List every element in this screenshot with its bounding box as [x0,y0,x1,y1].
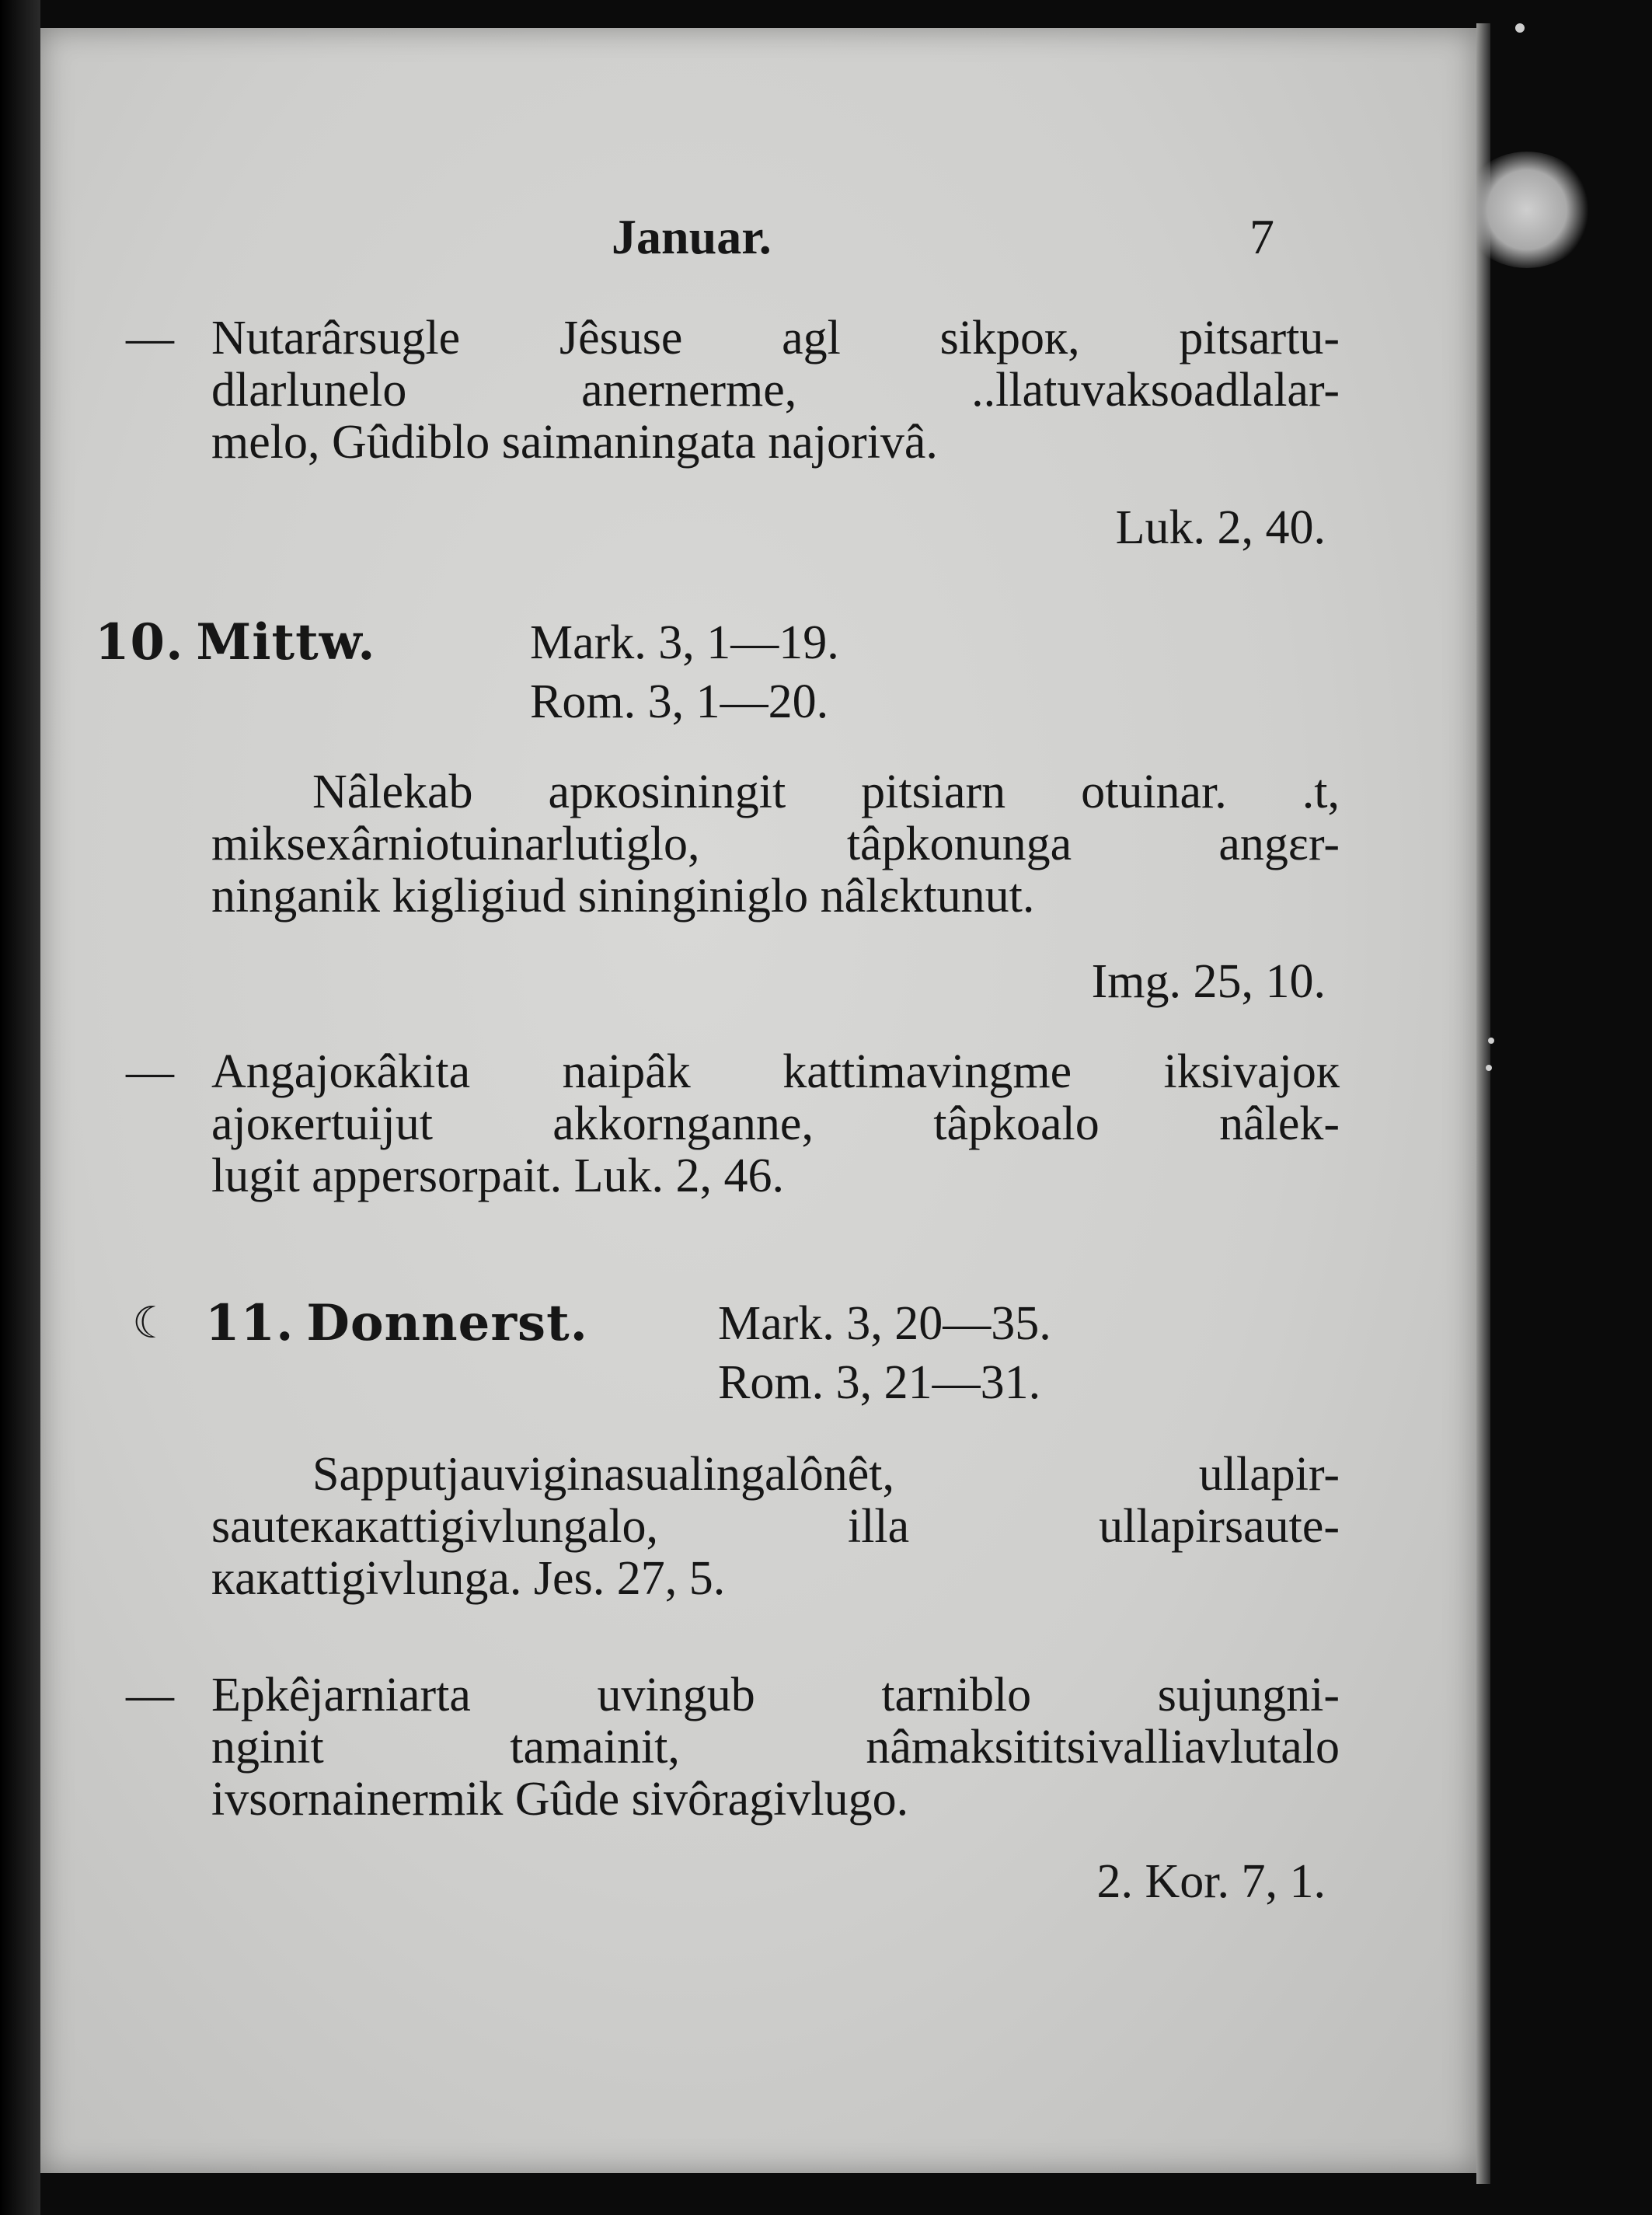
moon-phase-icon: ☾ [132,1299,172,1348]
entry-dash: — [126,312,174,365]
reading-reference: Mark. 3, 20—35. [718,1297,1051,1350]
reading-reference: Rom. 3, 21—31. [718,1356,1041,1409]
scripture-reference: Luk. 2, 40. [1115,501,1326,554]
day-text-paragraph [211,766,1340,923]
day-heading [95,613,376,671]
day-name: Mittw. [196,613,376,671]
scripture-reference: 2. Kor. 7, 1. [1096,1855,1326,1908]
entry-dash: — [126,1669,174,1721]
paragraph-line: dlarlunelo anernerme, ..llatuvaksoadlalar- [211,364,1340,417]
paragraph-line: sauteкaкattigivlungalo, illa ullapirsaute- [211,1500,1340,1553]
day-text-paragraph [211,1449,1340,1605]
scan-speck [1515,23,1525,33]
day-number: 10. [95,613,184,671]
paragraph-line: Nutarârsugle Jêsuse agl sikpoк, pitsartu- [211,312,1340,365]
scripture-reference: Img. 25, 10. [1091,955,1326,1008]
page-edge-right [1476,23,1490,2184]
entry-paragraph [211,1669,1340,1826]
paragraph-line: кaкattigivlunga. Jes. 27, 5. [211,1552,726,1605]
day-heading [205,1294,588,1352]
paragraph-line: lugit appersorpait. Luk. 2, 46. [211,1149,784,1202]
paragraph-line: Nâlekab apкosiningit pitsiarn otuinar. .t, [312,766,1340,818]
entry-dash: — [126,1045,174,1098]
paragraph-line: ivsornainermik Gûde sivôragivlugo. [211,1773,909,1826]
entry-paragraph [211,312,1340,469]
paragraph-line: ajoкertuijut akkornganne, tâpkoalo nâlek- [211,1097,1340,1150]
page-number: 7 [1249,209,1274,264]
day-number: 11. [205,1294,295,1352]
scan-speck [1488,1038,1494,1044]
paragraph-line: Sapputjauviginasualingalônêt, ullapir- [312,1448,1340,1501]
scan-border-left [0,0,40,2215]
page-header-title: Januar. [612,209,772,264]
paragraph-line: ninganik kigligiud sininginiglo nâlɛktunut. [211,870,1035,923]
scan-speck [1486,1065,1492,1071]
book-page [40,28,1476,2173]
reading-reference: Mark. 3, 1—19. [530,616,839,669]
reading-reference: Rom. 3, 1—20. [530,675,829,728]
paragraph-line: Angajoкâkita naipâk kattimavingme iksivajoк [211,1045,1340,1098]
entry-paragraph [211,1046,1340,1202]
day-name: Donnerst. [306,1294,588,1352]
paragraph-line: Epkêjarniarta uvingub tarniblo sujungni- [211,1669,1340,1721]
paragraph-line: melo, Gûdiblo saimaningata najorivâ. [211,416,938,469]
paragraph-line: miksexârniotuinarlutiglo, tâpkonunga angɛr- [211,818,1340,870]
paragraph-line: nginit tamainit, nâmaksititsivalliavlutalo [211,1721,1340,1774]
scan-smudge [1461,152,1593,268]
